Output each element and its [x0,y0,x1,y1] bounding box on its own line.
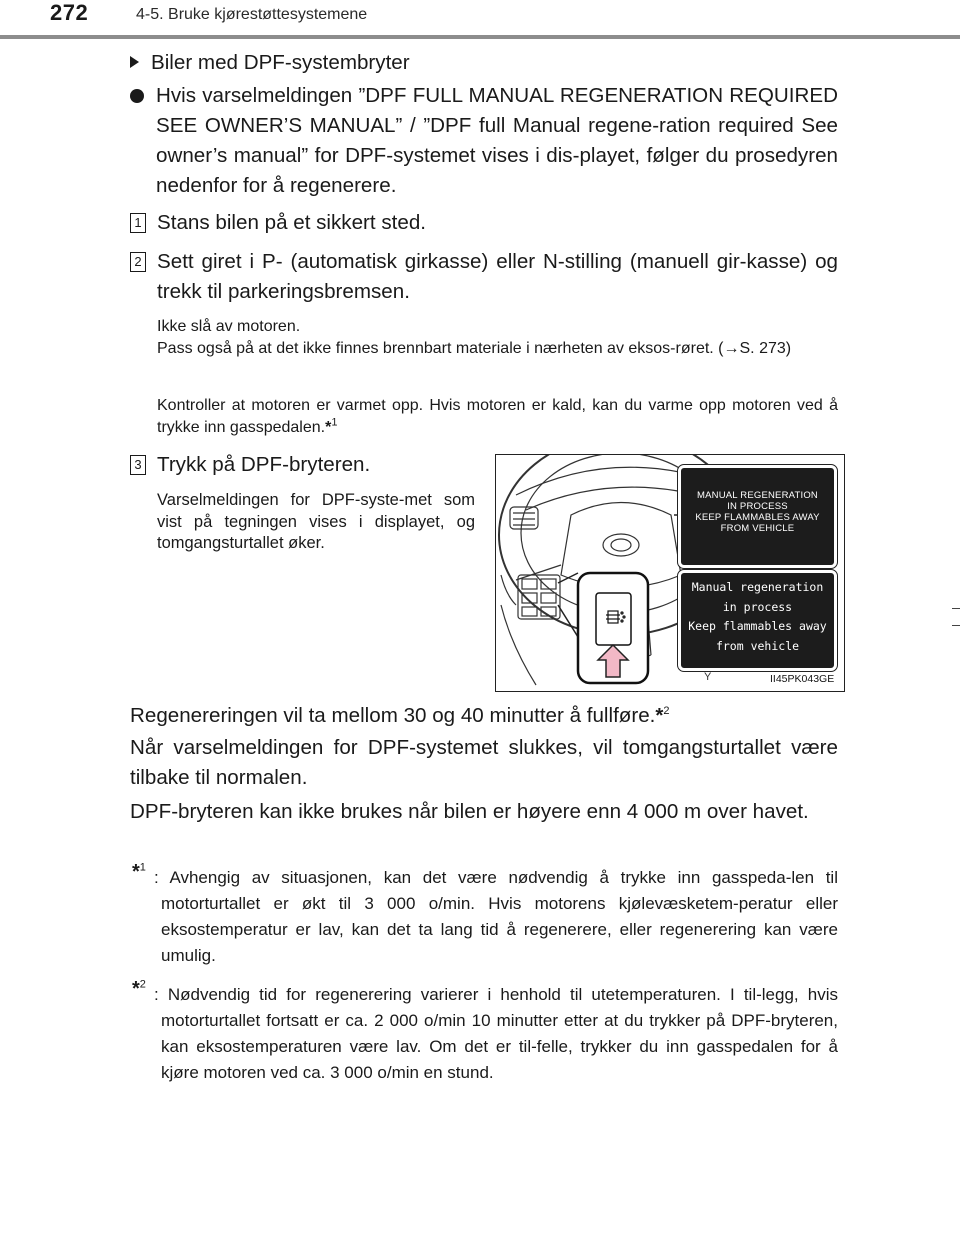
footnote-1-text: : Avhengig av situasjonen, kan det være nødvendig å trykke inn gasspeda-len til motorturtallet er økt til 3 000 o/min. Hvis motorens kjølevæsketem-peratur eller eksostemperatur er lav, kan det ta lang tid å regenerere, eller regenerering kan være umulig. [154,868,838,965]
display-a-line-2: IN PROCESS [727,501,788,512]
triangle-bullet-icon [130,56,139,68]
intro-text: Hvis varselmeldingen ”DPF FULL MANUAL REGENERATION REQUIRED SEE OWNER’S MANUAL” / ”DPF full Manual regene-ration required See owner’s manual” for DPF-systemet vises i dis-playet, følger du prosedyren nedenfor for å regenerere. [156,84,838,197]
footnote-2-text: : Nødvendig tid for regenerering varierer i henhold til utetemperaturen. I til-legg, hvis motorturtallet fortsatt er ca. 2 000 o/min 10 minutter etter at du trykker på DPF-bryteren, kan eksostemperaturen være lav. Om det er til-felle, trykker du inn gasspedalen for å kjøre motoren ved ca. 3 000 o/min en stund. [154,985,838,1082]
dashboard-illustration [495,454,845,692]
display-a-line-3: KEEP FLAMMABLES AWAY [695,512,820,523]
footnote-2-asterisk: * [132,978,140,1000]
note-engine [157,316,838,360]
margin-tick-top [952,608,960,609]
idle-text: Når varselmeldingen for DPF-systemet slukkes, vil tomgangsturtallet være tilbake til normalen. [130,736,838,789]
footnote-1 [132,861,838,969]
step-2 [130,247,838,307]
page-number: 272 [50,0,89,25]
footnote-asterisk: * [325,419,332,436]
step-number-box: 1 [130,213,146,233]
step-3 [130,450,475,480]
display-message-mixedcase [678,570,837,671]
round-bullet-icon [130,89,144,103]
figure-code: II45PK043GE [770,673,835,685]
arrow-reference-icon: → [723,340,740,357]
subheading-text: Biler med DPF-systembryter [151,51,410,74]
subheading [130,48,838,78]
display-message-uppercase [678,465,837,568]
footnote-2-number: 2 [139,978,146,991]
footnote-ref-2[interactable]: 2 [663,705,670,718]
display-a-line-1: MANUAL REGENERATION [697,490,818,501]
regen-time-text: Regenereringen vil ta mellom 30 og 40 minutter å fullføre. [130,704,656,727]
step-2-text: Sett giret i P- (automatisk girkasse) eller N-stilling (manuell gir-kasse) og trekk til parkeringsbremsen. [157,250,838,303]
margin-tick-bottom [952,625,960,626]
display-b-line-2: in process [722,599,793,614]
step-number-box: 3 [130,455,146,475]
note-engine-line-2: Pass også på at det ikke finnes brennbart materiale i nærheten av eksos-røret. ( [157,340,724,357]
footnote-1-asterisk: * [132,861,140,883]
regen-time-block [130,701,838,731]
footnote-ref-1[interactable]: 1 [331,416,338,429]
step-3-description [157,490,475,555]
step-3-description-text: Varselmeldingen for DPF-syste-met som vist på tegningen vises i displayet, og tomgangsturtallet øker. [157,491,475,552]
display-b-line-1: Manual regeneration [691,580,824,594]
step-1 [130,208,838,238]
idle-block [130,733,838,793]
altitude-text: DPF-bryteren kan ikke brukes når bilen er høyere enn 4 000 m over havet. [130,800,809,823]
display-b-line-4: from vehicle [715,638,800,653]
step-number-box: 2 [130,252,146,272]
header-rule [0,35,960,39]
altitude-block [130,797,838,827]
page-reference-link[interactable]: S. 273) [739,340,792,357]
figure-mark: Y [704,671,712,683]
page-header [0,0,960,40]
intro-block [130,81,838,201]
section-title: 4-5. Bruke kjørestøttesystemene [136,6,368,23]
footnote-2 [132,978,838,1086]
display-b-line-3: Keep flammables away [688,619,827,633]
note-warmup [157,395,838,439]
note-warmup-text: Kontroller at motoren er varmet opp. Hvis motoren er kald, kan du varme opp motoren ved å trykke inn gasspedalen. [157,397,838,436]
display-a-line-4: FROM VEHICLE [720,523,795,534]
note-engine-line-1: Ikke slå av motoren. [157,318,301,335]
footnote-1-number: 1 [139,861,146,874]
step-3-text: Trykk på DPF-bryteren. [157,453,371,476]
step-1-text: Stans bilen på et sikkert sted. [157,211,427,234]
footnote-asterisk: * [655,704,664,727]
